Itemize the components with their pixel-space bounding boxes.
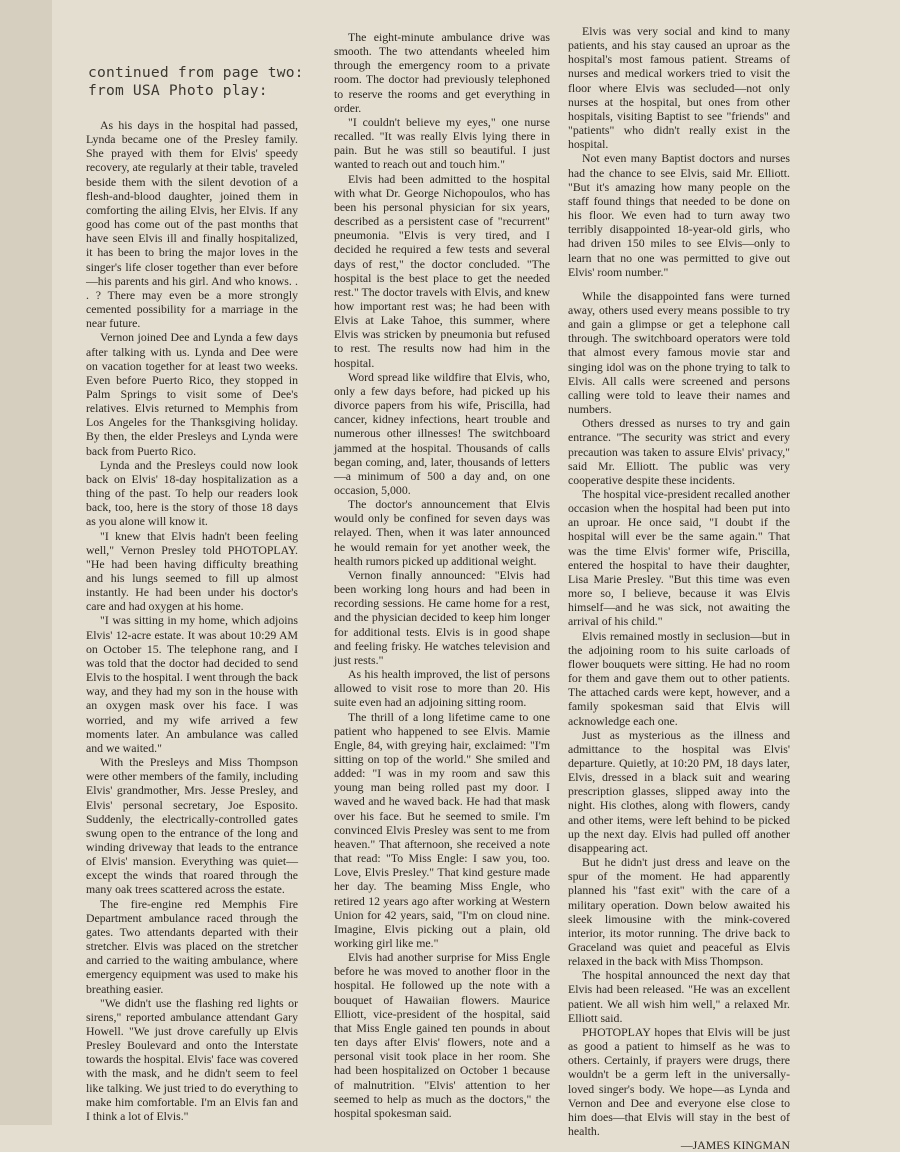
article-column-1 [86, 118, 298, 1123]
article-paragraph: With the Presleys and Miss Thompson were other members of the family, including Elvis' grandmother, Mrs. Jesse Presley, and Elvis' personal secretary, Joe Esposito. Suddenly, the electrically-controlled gates swung open to the entrance of the long and winding driveway that leads to the entrance of Elvis' mansion. Everything was quiet—except the winds that roared through the many oak trees scattered across the estate. [86, 755, 298, 897]
continuation-line-1: continued from page two: [88, 64, 304, 81]
article-paragraph: Vernon finally announced: "Elvis had been working long hours and had been in recording sessions. He came home for a rest, and the physician decided to keep him longer for additional tests. Elvis is in good shape and feeling frisky. He watches television and just rests." [334, 567, 550, 667]
article-paragraph: "I couldn't believe my eyes," one nurse recalled. "It was really Elvis lying there in pain. But he was still so beautiful. I just wanted to reach out and touch him." [334, 114, 550, 172]
article-paragraph: As his days in the hospital had passed, Lynda became one of the Presley family. She prayed with them for Elvis' speedy recovery, ate regularly at their table, traveled beside them with the silent devotion of a flesh-and-blood daughter, joined them in comforting the ailing Elvis, her Elvis. If any good has come out of the past months that have seen Elvis ill and finally hospitalized, it has been to bring the major loves in the singer's life closer together than ever before—his parents and his girl. And who knows. . . ? There may even be a more strongly cemented possibility for a marriage in the near future. [86, 118, 298, 331]
article-column-3 [568, 24, 790, 1152]
article-paragraph: Elvis had another surprise for Miss Engle before he was moved to another floor in the hospital. He followed up the note with a bouquet of Hawaiian flowers. Maurice Elliott, vice-president of the hospital, said that Miss Engle gained ten pounds in about ten days after Elvis' flowers, note and a personal visit took place in her room. She had been hospitalized on October 1 because of malnutrition. "Elvis' attention to her seemed to help as much as the doctors," the hospital spokesman said. [334, 950, 550, 1120]
article-paragraph: The hospital announced the next day that Elvis had been released. "He was an excellent patient. We all wish him well," a relaxed Mr. Elliott said. [568, 968, 790, 1025]
page-margin-strip [0, 0, 52, 1125]
article-paragraph: "We didn't use the flashing red lights or sirens," reported ambulance attendant Gary Howell. "We just drove carefully up Elvis Presley Boulevard and onto the Interstate towards the hospital. Elvis' face was covered with the mask, and he didn't seem to feel like talking. We just tried to do everything to make him comfortable. I'm an Elvis fan and I think a lot of Elvis." [86, 995, 298, 1123]
continuation-line-2: from USA Photo play: [88, 82, 268, 99]
article-paragraph: "I knew that Elvis hadn't been feeling well," Vernon Presley told PHOTOPLAY. "He had been having difficulty breathing and his lungs seemed to fill up almost instantly. He had been under his doctor's care and had oxygen at his home. [86, 528, 298, 614]
article-paragraph: Not even many Baptist doctors and nurses had the chance to see Elvis, said Mr. Elliott. "But it's amazing how many people on the staff found things that needed to be done on his floor. We even had to turn away two terribly disappointed 18-year-old girls, who had driven 150 miles to see Elvis—only to learn that no one was permitted to give out Elvis' room number." [568, 151, 790, 279]
article-paragraph: But he didn't just dress and leave on the spur of the moment. He had apparently planned his "fast exit" with the care of a military operation. Down below awaited his sleek limousine with the mink-covered interior, its motor running. The drive back to Graceland was quiet and peaceful as Elvis relaxed in the back with Miss Thompson. [568, 855, 790, 969]
article-paragraph: The eight-minute ambulance drive was smooth. The two attendants wheeled him through the emergency room to a private room. The doctor had previously telephoned to reserve the rooms and get everything in order. [334, 30, 550, 115]
article-paragraph: Others dressed as nurses to try and gain entrance. "The security was strict and every precaution was taken to assure Elvis' privacy," said Mr. Elliott. The public was very cooperative despite these incidents. [568, 416, 790, 487]
article-column-2 [334, 30, 550, 1120]
article-paragraph: Word spread like wildfire that Elvis, who, only a few days before, had picked up his divorce papers from his wife, Priscilla, had cancer, kidney infections, heart trouble and numerous other illnesses! The switchboard jammed at the hospital. Thousands of calls began coming, and, later, thousands of letters—a minimum of 500 a day and, on one occasion, 5,000. [334, 369, 550, 497]
article-paragraph: The hospital vice-president recalled another occasion when the hospital had been put into an uproar. He once said, "I doubt if the hospital will ever be the same again." That was the time Elvis' former wife, Priscilla, entered the hospital to have their daughter, Lisa Marie Presley. "But this time was even more so, I believe, because it was Elvis himself—and he was sick, not awaiting the arrival of his child." [568, 487, 790, 629]
article-paragraph: The thrill of a long lifetime came to one patient who happened to see Elvis. Mamie Engle, 84, with greying hair, exclaimed: "I'm sitting on top of the world." She smiled and added: "I was in my room and saw this young man being rolled past my door. I waved and he waved back. He had that mask over his face. But he seemed to smile. I'm convinced Elvis Presley was sent to me from heaven." That afternoon, she received a note that read: "To Miss Engle: I saw you, too. Love, Elvis Presley." That kind gesture made her day. The beaming Miss Engle, who retired 12 years ago after working at Western Union for 42 years, said, "I'm on cloud nine. Imagine, Elvis picking out a plain, old working girl like me." [334, 709, 550, 950]
article-paragraph: The fire-engine red Memphis Fire Department ambulance raced through the gates. Two attendants departed with their stretcher. Elvis was placed on the stretcher and carried to the waiting ambulance, where emergency equipment was used to make his breathing easier. [86, 896, 298, 996]
article-paragraph: Just as mysterious as the illness and admittance to the hospital was Elvis' departure. Quietly, at 10:20 PM, 18 days later, Elvis, dressed in a black suit and wearing prescription glasses, slipped away into the night. His clothes, along with flowers, candy and other items, were left behind to be picked up the next day. Elvis had pulled off another disappearing act. [568, 727, 790, 855]
article-paragraph: Vernon joined Dee and Lynda a few days after talking with us. Lynda and Dee were on vacation together for at least two weeks. Even before Puerto Rico, they stopped in Palm Springs to visit some of Dee's relatives. Elvis returned to Memphis from Los Angeles for the Thanksgiving holiday. By then, the elder Presleys and Lynda were back from Puerto Rico. [86, 330, 298, 458]
article-paragraph: The doctor's announcement that Elvis would only be confined for seven days was relayed. Then, when it was later announced he would remain for yet another week, the health rumors picked up additional weight. [334, 497, 550, 568]
article-paragraph: While the disappointed fans were turned away, others used every means possible to try and gain a glimpse or get a telephone call through. The switchboard operators were told that almost every famous movie star and singing idol was on the phone trying to talk to Elvis. All calls were screened and persons calling were told to leave their names and numbers. [568, 288, 790, 417]
author-byline: —JAMES KINGMAN [680, 1138, 790, 1152]
typed-continuation-note [88, 64, 328, 100]
article-paragraph: Elvis was very social and kind to many patients, and his stay caused an uproar as the hospital's most famous patient. Streams of nurses and medical workers tried to visit the floor where Elvis was secluded—not only nurses at the hospital, but ones from other hospitals, visiting Baptist to see "friends" and "patients" who didn't really exist in the hospital. [568, 24, 790, 152]
article-paragraph: As his health improved, the list of persons allowed to visit rose to more than 20. His suite even had an adjoining sitting room. [334, 667, 550, 710]
article-paragraph: Elvis remained mostly in seclusion—but in the adjoining room to his suite carloads of flower bouquets were sitting. He had no room for them and gave them out to other patients. The attached cards were kept, however, and a family spokesman said that Elvis will acknowledge each one. [568, 628, 790, 728]
article-paragraph: Lynda and the Presleys could now look back on Elvis' 18-day hospitalization as a thing of the past. To help our readers look back, too, here is the story of those 18 days as you alone will know it. [86, 457, 298, 529]
section-break [568, 279, 790, 289]
article-paragraph: Elvis had been admitted to the hospital with what Dr. George Nichopoulos, who has been his personal physician for six years, described as a persistent case of "recurrent" pneumonia. "Elvis is very tired, and I decided he required a few tests and several days of rest," the doctor concluded. "The hospital is the best place to get the needed rest." The doctor travels with Elvis, and knew how important rest was; he had been with Elvis at Lake Tahoe, this summer, where Elvis was stricken by pneumonia but refused to rest. The results now had him in the hospital. [334, 171, 550, 370]
article-paragraph: PHOTOPLAY hopes that Elvis will be just as good a patient to himself as he was to others. Certainly, if prayers were drugs, there wouldn't be a germ left in the universally-loved singer's body. We hope—as Lynda and Vernon and Dee and everyone else close to him does—that Elvis will stay in the best of health. [568, 1024, 790, 1139]
article-paragraph: "I was sitting in my home, which adjoins Elvis' 12-acre estate. It was about 10:29 AM on October 15. The telephone rang, and I was told that the doctor had decided to send Elvis to the hospital. I went through the back way, and they had my son in the house with an oxygen mask over his face. I was worried, and my wife arrived a few moments later. An ambulance was called and we waited." [86, 613, 298, 755]
